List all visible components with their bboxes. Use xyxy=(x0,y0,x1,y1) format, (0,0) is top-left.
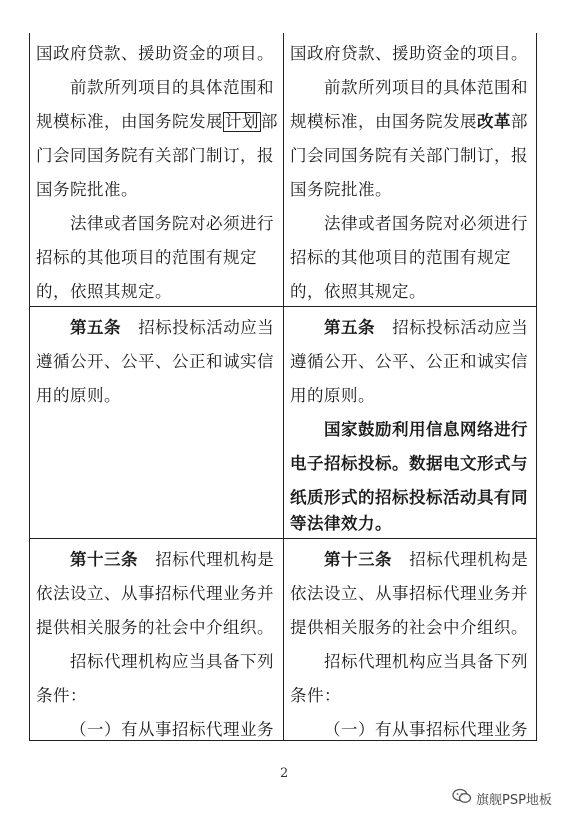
left-r2-line3: 用的原则。 xyxy=(36,386,121,405)
left-r1-line3-a: 规模标准，由国务院发展 xyxy=(36,112,223,131)
wechat-icon xyxy=(452,788,472,808)
right-r1-line3-a: 规模标准，由国务院发展 xyxy=(290,112,477,131)
right-r1-line8: 的，依照其规定。 xyxy=(290,282,426,301)
left-r1-line5: 国务院批准。 xyxy=(36,180,138,199)
left-r1-line2: 前款所列项目的具体范围和 xyxy=(70,78,274,97)
right-article5-title: 第五条 xyxy=(324,318,375,337)
right-r3-line6: （一）有从事招标代理业务 xyxy=(324,720,528,739)
right-r2-line3: 用的原则。 xyxy=(290,386,375,405)
watermark-text: 旗舰PSP地板 xyxy=(476,792,552,808)
watermark xyxy=(452,788,552,808)
left-r2-line1 xyxy=(70,311,274,345)
left-article5-title: 第五条 xyxy=(70,318,121,337)
right-r2-line6: 纸质形式的招标投标活动具有同 xyxy=(290,488,528,507)
left-r1-line1: 国政府贷款、援助资金的项目。 xyxy=(36,44,274,63)
page-number: 2 xyxy=(280,766,289,781)
left-r3-line2: 依法设立、从事招标代理业务并 xyxy=(36,584,274,603)
right-r1-line3 xyxy=(290,105,528,139)
right-r1-line3-c: 部 xyxy=(511,112,528,131)
right-r2-line5: 电子招标投标。数据电文形式与 xyxy=(290,454,528,473)
left-r3-line1-text: 招标代理机构是 xyxy=(155,550,275,569)
left-r1-line6: 法律或者国务院对必须进行 xyxy=(70,214,274,233)
left-r1-line3 xyxy=(36,105,278,139)
left-r1-line7: 招标的其他项目的范围有规定 xyxy=(36,248,257,267)
right-r3-line1-text: 招标代理机构是 xyxy=(409,550,529,569)
right-r3-line3: 提供相关服务的社会中介组织。 xyxy=(290,618,528,637)
right-r3-line1 xyxy=(324,543,528,577)
right-article13-title: 第十三条 xyxy=(324,550,392,569)
right-r2-line1-text: 招标投标活动应当 xyxy=(392,318,529,337)
right-r3-line4: 招标代理机构应当具备下列 xyxy=(324,652,528,671)
left-r3-line4: 招标代理机构应当具备下列 xyxy=(70,652,274,671)
right-r3-line2: 依法设立、从事招标代理业务并 xyxy=(290,584,528,603)
table-border-right xyxy=(536,33,537,740)
right-r1-line2: 前款所列项目的具体范围和 xyxy=(324,78,528,97)
left-r2-line1-text: 招标投标活动应当 xyxy=(138,318,275,337)
right-r1-line5: 国务院批准。 xyxy=(290,180,392,199)
left-r1-boxed-term: 计划 xyxy=(225,112,259,131)
right-r1-line6: 法律或者国务院对必须进行 xyxy=(324,214,528,233)
left-r3-line1 xyxy=(70,543,274,577)
right-r1-line1: 国政府贷款、援助资金的项目。 xyxy=(290,44,528,63)
right-r2-line2: 遵循公开、公平、公正和诚实信 xyxy=(290,352,528,371)
table-border-left xyxy=(29,33,30,740)
left-r2-line2: 遵循公开、公平、公正和诚实信 xyxy=(36,352,274,371)
right-r1-line4: 门会同国务院有关部门制订，报 xyxy=(290,146,528,165)
table-border-middle xyxy=(283,33,284,740)
left-r3-line3: 提供相关服务的社会中介组织。 xyxy=(36,618,274,637)
right-r1-changed-term: 改革 xyxy=(477,112,511,131)
left-article13-title: 第十三条 xyxy=(70,550,138,569)
right-r2-line7: 等法律效力。 xyxy=(290,514,392,533)
right-r1-line7: 招标的其他项目的范围有规定 xyxy=(290,248,511,267)
row-divider-2 xyxy=(29,538,537,539)
left-r1-line4: 门会同国务院有关部门制订，报 xyxy=(36,146,274,165)
left-r1-line3-b: 部 xyxy=(261,112,278,131)
left-r3-line6: （一）有从事招标代理业务 xyxy=(70,720,274,739)
left-r3-line5: 条件： xyxy=(36,686,87,705)
right-r3-line5: 条件： xyxy=(290,686,341,705)
left-r1-line8: 的，依照其规定。 xyxy=(36,282,172,301)
right-r2-line1 xyxy=(324,311,528,345)
right-r2-line4: 国家鼓励利用信息网络进行 xyxy=(324,420,528,439)
